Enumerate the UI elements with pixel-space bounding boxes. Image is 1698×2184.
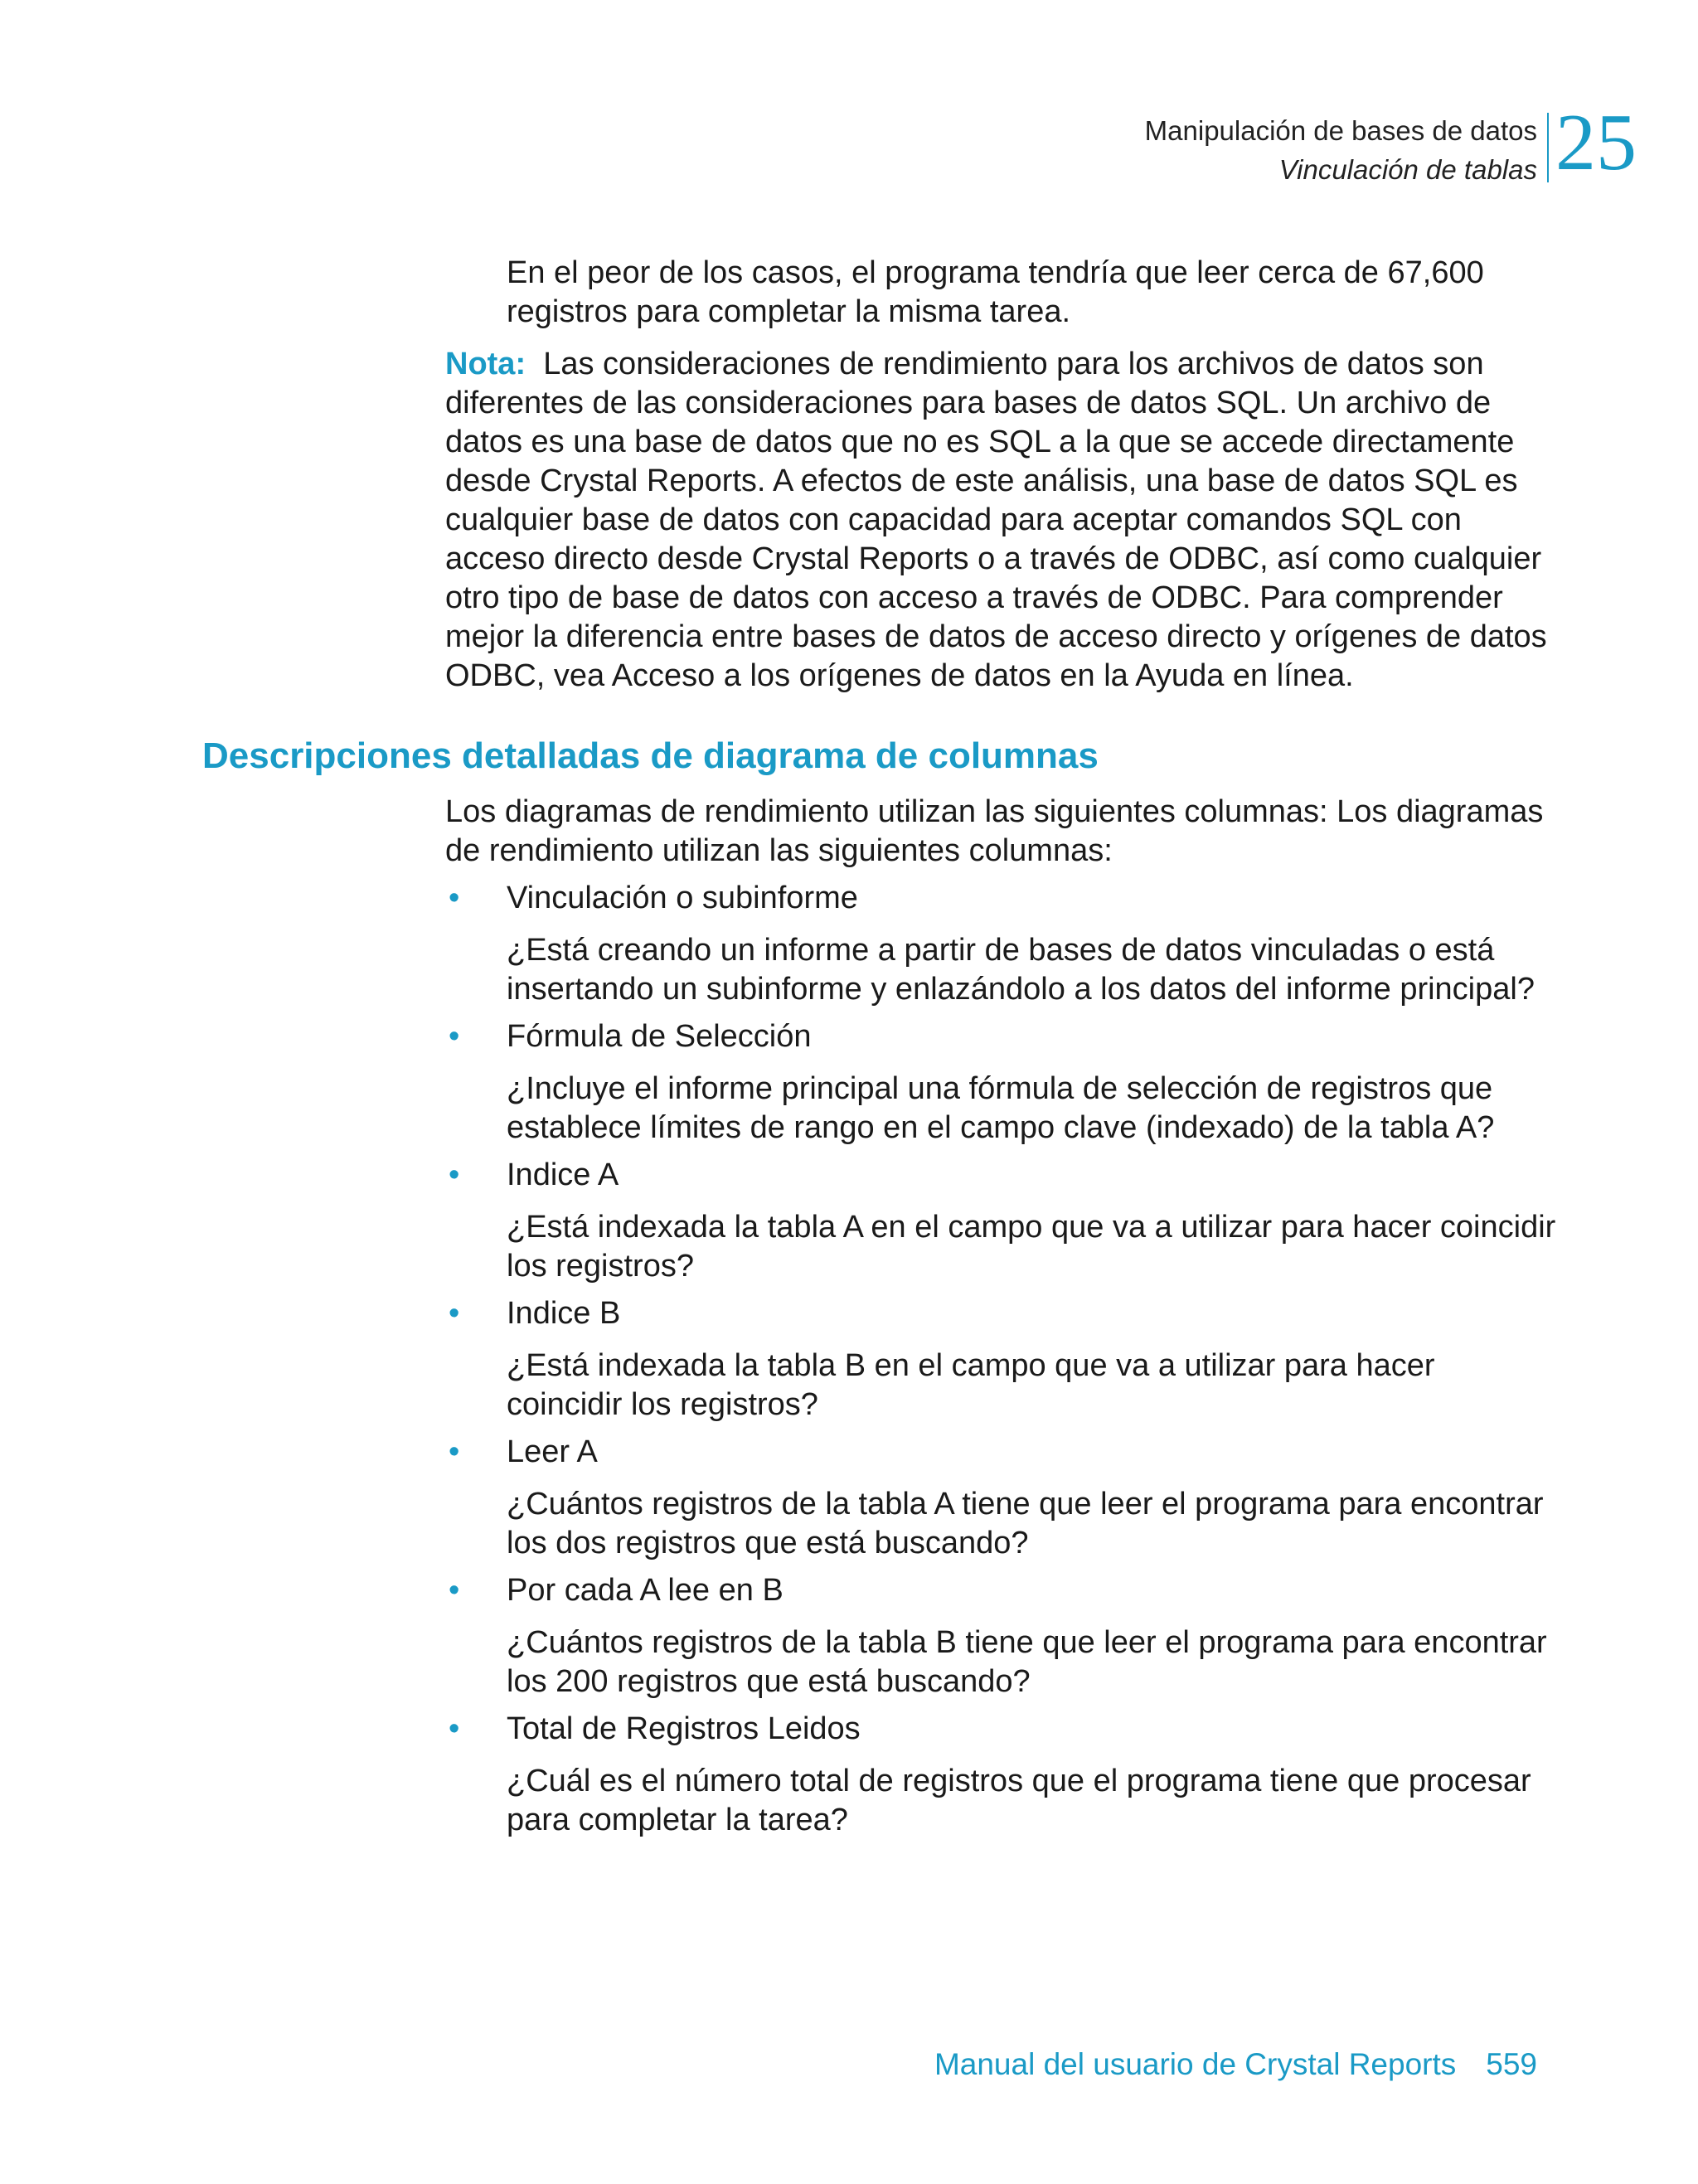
item-title: Total de Registros Leidos: [507, 1711, 861, 1746]
column-description-list: [445, 879, 1556, 1848]
page-footer: [934, 2045, 1537, 2084]
list-item: [445, 1710, 1556, 1840]
page-number: 559: [1486, 2047, 1537, 2081]
list-item: [445, 1571, 1556, 1701]
bullet-icon: •: [449, 1711, 460, 1746]
item-title: Vinculación o subinforme: [507, 881, 858, 915]
section-heading: Descripciones detalladas de diagrama de columnas: [202, 735, 1099, 776]
section-intro: Los diagramas de rendimiento utilizan las siguientes columnas: Los diagramas de rendimiento utilizan las siguientes columnas:: [445, 794, 1544, 868]
list-item: [445, 1017, 1556, 1148]
note-paragraph: [445, 345, 1548, 696]
list-item: [445, 1156, 1556, 1286]
chapter-number: 25: [1555, 98, 1637, 187]
item-description: ¿Está indexada la tabla B en el campo que va a utilizar para hacer coincidir los registros?: [507, 1348, 1435, 1422]
item-title: Por cada A lee en B: [507, 1573, 784, 1608]
item-title: Leer A: [507, 1434, 598, 1469]
bullet-icon: •: [449, 1573, 460, 1608]
header-divider: [1547, 113, 1549, 182]
note-text: Las consideraciones de rendimiento para los archivos de datos son diferentes de las consideraciones para bases de datos SQL. Un archivo de datos es una base de datos que no es SQL a la que se accede directamente desde Crystal Reports. A efectos de este análisis, una base de datos SQL es cualquier base de datos con capacidad para aceptar comandos SQL con acceso directo desde Crystal Reports o a través de ODBC, así como cualquier otro tipo de base de datos con acceso a través de ODBC. Para comprender mejor la diferencia entre bases de datos de acceso directo y orígenes de datos ODBC, vea Acceso a los orígenes de datos en la Ayuda en línea.: [445, 347, 1547, 693]
bullet-icon: •: [449, 1434, 460, 1469]
list-item: [445, 1294, 1556, 1424]
intro-paragraph: En el peor de los casos, el programa tendría que leer cerca de 67,600 registros para completar la misma tarea.: [507, 255, 1484, 329]
item-title: Indice B: [507, 1296, 621, 1331]
item-title: Indice A: [507, 1158, 619, 1192]
bullet-icon: •: [449, 1019, 460, 1054]
note-label: Nota:: [445, 347, 526, 381]
running-header: [1145, 111, 1537, 189]
header-title: Manipulación de bases de datos: [1144, 115, 1537, 146]
bullet-icon: •: [449, 1296, 460, 1331]
item-description: ¿Incluye el informe principal una fórmula de selección de registros que establece límites de rango en el campo clave (indexado) de la tabla A?: [507, 1071, 1495, 1145]
footer-book-title: Manual del usuario de Crystal Reports: [934, 2047, 1457, 2081]
item-description: ¿Cuántos registros de la tabla B tiene que leer el programa para encontrar los 200 registros que está buscando?: [507, 1625, 1547, 1699]
page-header: [0, 98, 1698, 189]
bullet-icon: •: [449, 881, 460, 915]
item-description: ¿Está creando un informe a partir de bases de datos vinculadas o está insertando un subinforme y enlazándolo a los datos del informe principal?: [507, 933, 1535, 1007]
list-item: [445, 879, 1556, 1009]
item-description: ¿Cuántos registros de la tabla A tiene que leer el programa para encontrar los dos registros que está buscando?: [507, 1487, 1544, 1560]
item-title: Fórmula de Selección: [507, 1019, 812, 1054]
header-subtitle: Vinculación de tablas: [1278, 154, 1537, 185]
bullet-icon: •: [449, 1158, 460, 1192]
item-description: ¿Está indexada la tabla A en el campo que va a utilizar para hacer coincidir los registros?: [507, 1210, 1556, 1284]
item-description: ¿Cuál es el número total de registros que el programa tiene que procesar para completar la tarea?: [507, 1764, 1531, 1837]
list-item: [445, 1433, 1556, 1563]
